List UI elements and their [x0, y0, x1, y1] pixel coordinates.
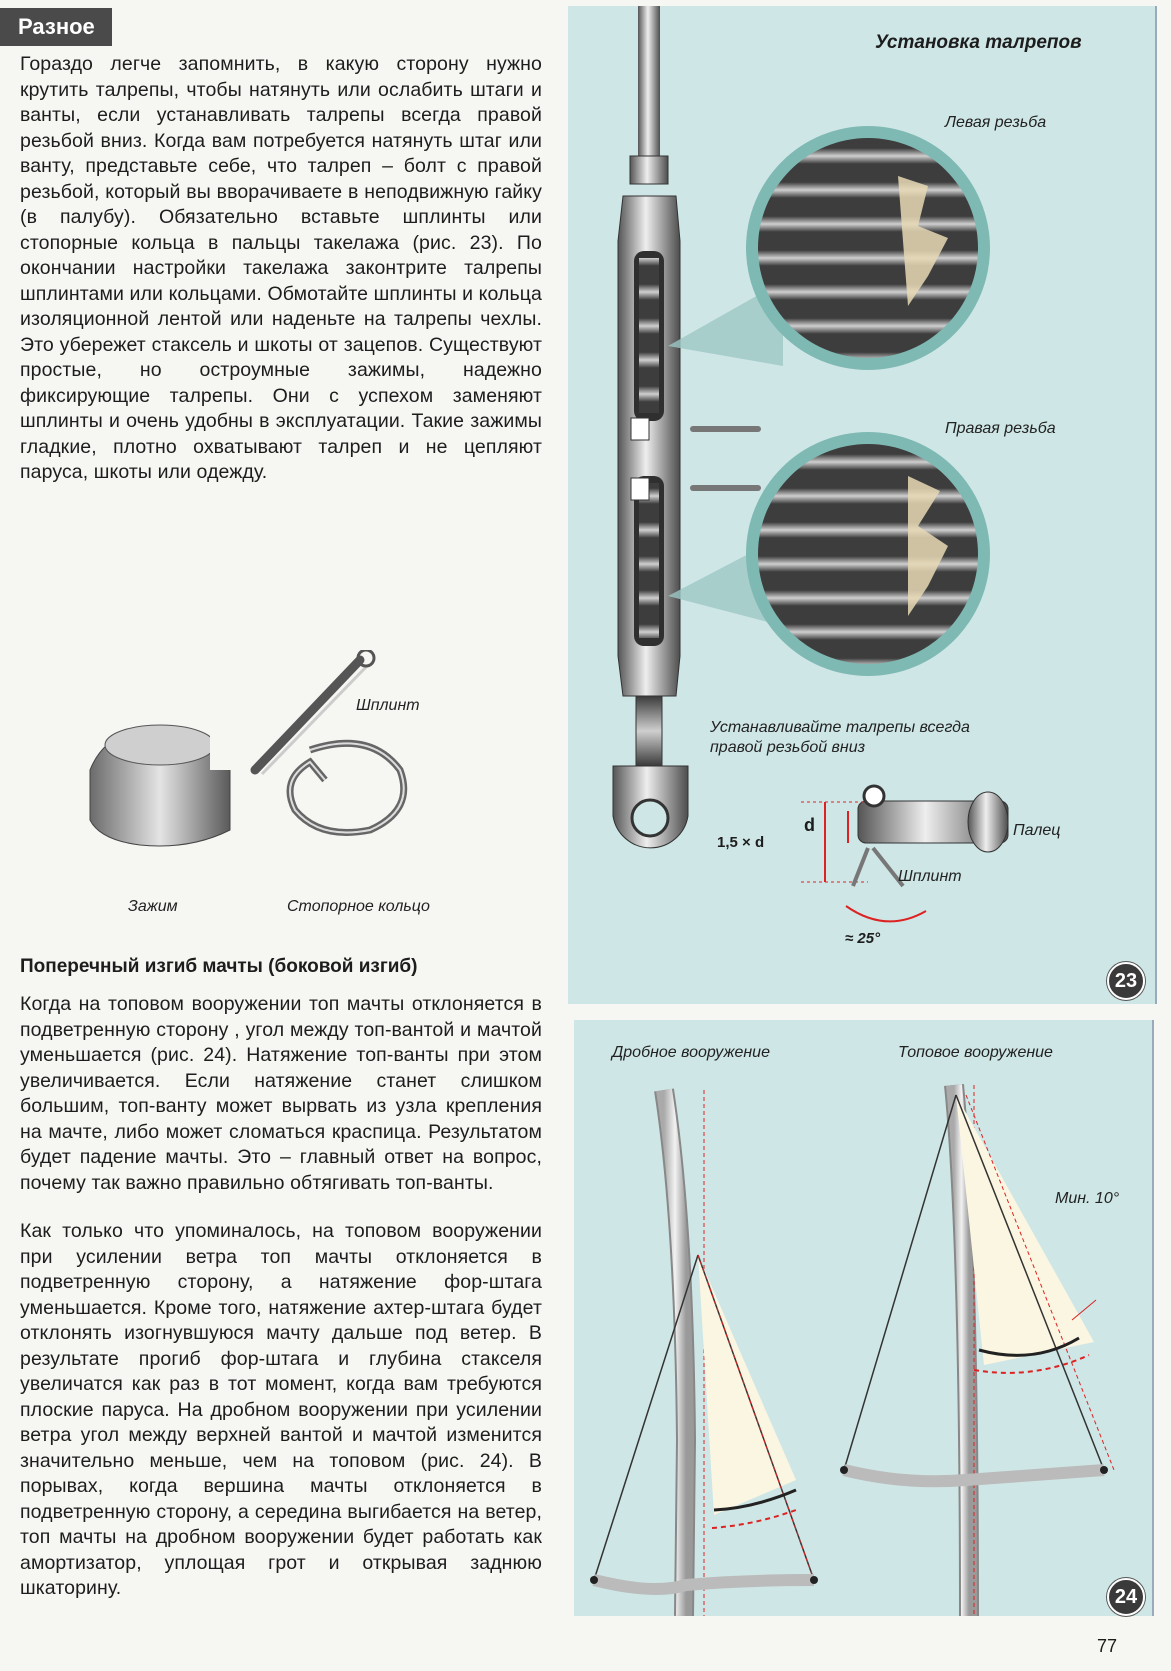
d-label: d [804, 815, 815, 835]
figure-23-title: Установка талрепов [875, 32, 1082, 53]
cotter-label: Шплинт [898, 868, 962, 885]
dimension-label: 1,5 × d [717, 834, 765, 851]
install-note: Устанавливайте талрепы всегда правой резьбой вниз [710, 719, 970, 756]
figure-23-number: 23 [1107, 962, 1145, 1000]
section-title: Разное [0, 8, 112, 46]
clamp-illustration [70, 650, 470, 920]
label-clamp: Зажим [128, 898, 178, 915]
angle-label: ≈ 25° [845, 930, 881, 947]
section2-title: Поперечный изгиб мачты (боковой изгиб) [20, 956, 418, 977]
right-thread-label: Правая резьба [945, 420, 1056, 437]
section2-paragraph-2: Как только что упоминалось, на топовом вооружении при усилении ветра топ мачты отклоняется в подветренную сторону, а натяжение фор-штага уменьшается. Кроме того, натяжение ахтер-штага будет отклонять изогнувшуюся мачту дальше под ветер. В результате прогиб фор-штага и глубина стакселя увеличатся как раз в тот момент, когда вам требуются плоские паруса. На дробном вооружении при усилении ветра угол между верхней вантой и мачтой изменится значительно меньше, чем на топовом (рис. 24). В порывах, когда вершина мачты отклоняется в подветренную сторону, а середина выгибается на ветер, топ мачты на дробном вооружении будет работать как амортизатор, уплощая грот и открывая заднюю шкаторину. [20, 1220, 542, 1599]
section-paragraph: Гораздо легче запомнить, в какую сторону нужно крутить талрепы, чтобы натянуть или ослабить штаги и ванты, если устанавливать талрепы всегда правой резьбой вниз. Когда вам потребуется натянуть штаг или ванту, представьте себе, что талреп – болт с правой резьбой, который вы вворачиваете в неподвижную гайку (в палубу). Обязательно вставьте шплинты или стопорные кольца в пальцы такелажа (рис. 23). По окончании настройки такелажа законтрите талрепы шплинтами или кольцами. Обмотайте шплинты и кольца изоляционной лентой или наденьте на талрепы чехлы. Это убережет стаксель и шкоты от зацепов. Существуют простые, но остроумные зажимы, надежно фиксирующие талрепы. Они с успехом заменяют шплинты и очень удобны в эксплуатации. Такие зажимы гладкие, плотно охватывают талреп и не цепляют паруса, шкоты или одежду. [20, 53, 542, 483]
mast-bend-diagram [574, 1020, 1152, 1616]
left-thread-label: Левая резьба [945, 114, 1047, 131]
min-angle-label: Мин. 10° [1055, 1190, 1120, 1207]
fractional-rig-title: Дробное вооружение [612, 1044, 770, 1061]
figure-24-number: 24 [1107, 1578, 1145, 1616]
clevis-pin-label: Палец [1013, 822, 1061, 839]
label-stop-ring: Стопорное кольцо [287, 898, 430, 915]
clevis-pin-icon [858, 786, 1008, 852]
clamp-icon [90, 725, 240, 846]
masthead-rig-title: Топовое вооружение [898, 1044, 1053, 1061]
page-number: 77 [1097, 1636, 1118, 1656]
turnbuckle-diagram [568, 6, 1155, 1004]
stop-ring-icon [290, 743, 404, 832]
label-pin: Шплинт [356, 697, 420, 714]
section2-paragraph-1: Когда на топовом вооружении топ мачты отклоняется в подветренную сторону , угол между топ-вантой и мачтой уменьшается (рис. 24). Натяжение топ-ванты при этом увеличивается. Если натяжение станет слишком большим, топ-ванту может вырвать из узла крепления на мачте, либо может сломаться краспица. Результатом будет падение мачты. Это – главный ответ на вопрос, почему так важно правильно обтягивать топ-ванты. [20, 993, 542, 1194]
